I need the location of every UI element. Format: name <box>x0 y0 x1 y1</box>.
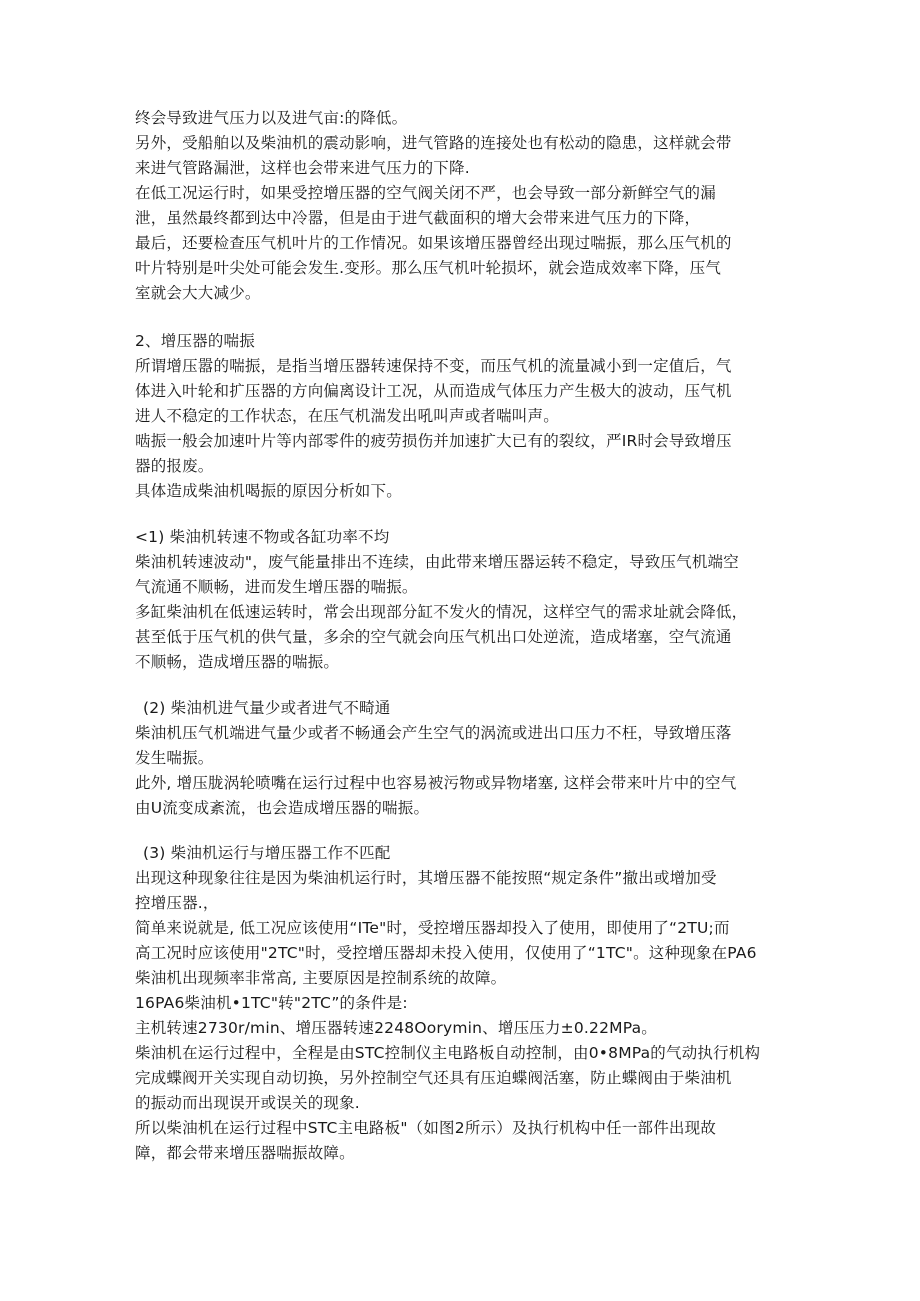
text-line: 多缸柴油机在低速运转时，常会出现部分缸不发火的情况，这样空气的需求址就会降低， <box>135 603 748 621</box>
text-line: 主机转速2730r/min、增压器转速2248Oorymin、增压压力±0.22MPa。 <box>135 1019 657 1037</box>
text-line: 室就会大大减少。 <box>135 284 261 302</box>
subsection-heading: (2) 柴油机进气量少或者进气不畸通 <box>143 699 391 717</box>
text-line: 甚至低于压气机的供气量，多余的空气就会向压气机出口处逆流，造成堵塞，空气流通 <box>135 628 732 646</box>
text-line: 体进入叶轮和扩压器的方向偏离设计工况，从而造成气体压力产生极大的波动，压气机 <box>135 382 732 400</box>
text-line: 不顺畅，造成增压器的喘振。 <box>135 653 340 671</box>
text-line: 发生喘振。 <box>135 749 214 767</box>
text-line: 在低工况运行时，如果受控增压器的空气阀关闭不严，也会导致一部分新鲜空气的漏 <box>135 184 716 202</box>
text-line: 完成蝶阀开关实现自动切换，另外控制空气还具有压迫蝶阀活塞，防止蝶阀由于柴油机 <box>135 1069 732 1087</box>
text-line: 所谓增压嚣的喘振，是指当增压器转速保持不变，而压气机的流量减小到一定值后，气 <box>135 357 732 375</box>
text-line: 出现这种现象往往是因为柴油机运行时，其增压器不能按照“规定条件”撤出或增加受 <box>135 869 717 887</box>
text-line: 啮振一般会加速叶片等内部零件的疲劳损伤并加速扩大已有的裂纹，严IR时会导致增压 <box>135 432 732 450</box>
subsection-heading: (3) 柴油机运行与增压器工作不匹配 <box>143 844 391 862</box>
text-line: 器的报废。 <box>135 457 214 475</box>
text-line: 16PA6柴油机•1TC"转"2TC”的条件是: <box>135 994 408 1012</box>
text-line: 简单来说就是, 低工况应该使用“ITe"时，受控增压器却投入了使用，即使用了“2TU;而 <box>135 919 730 937</box>
text-line: 气流通不顺畅，进而发生增压器的喘振。 <box>135 578 418 596</box>
text-line: 柴油机在运行过程中，全程是由STC控制仪主电路板自动控制，由0•8MPa的气动执行机构 <box>135 1044 761 1062</box>
text-line: 最后，还要检查压气机叶片的工作情况。如果该增压器曾经出现过喘振，那么压气机的 <box>135 234 732 252</box>
subsection-heading: <1) 柴油机转速不物或各缸功率不均 <box>135 528 390 546</box>
text-line: 柴油机压气机端进气量少或者不畅通会产生空气的涡流或进出口压力不枉，导致增压落 <box>135 724 732 742</box>
text-line: 柴油机转速波动"，废气能量排出不连续，由此带来增压器运转不稳定，导致压气机端空 <box>135 553 739 571</box>
text-line: 控增压器.， <box>135 894 219 912</box>
text-line: 来进气管路漏泄，这样也会带来进气压力的下降. <box>135 159 470 177</box>
text-line: 进人不稳定的工作状态，在压气机湍发出吼叫声或者喘叫声。 <box>135 407 559 425</box>
text-line: 由U流变成紊流，也会造成增压器的喘振。 <box>135 799 430 817</box>
text-line: 具体造成柴油机喝振的原因分析如下。 <box>135 482 402 500</box>
text-line: 另外，受船舶以及柴油机的震动影响，进气管路的连接处也有松动的隐患，这样就会带 <box>135 134 732 152</box>
text-line: 的振动而出现误开或误关的现象. <box>135 1094 360 1112</box>
section-heading: 2、增压器的喘振 <box>135 332 255 350</box>
text-line: 泄，虽然最终都到达中冷嚣，但是由于进气截面积的增大会带来进气压力的下降， <box>135 209 701 227</box>
text-line: 终会导致进气压力以及进气亩:的降低。 <box>135 109 408 127</box>
text-line: 叶片特别是叶尖处可能会发生.变形。那么压气机叶轮损坏，就会造成效率下降，压气 <box>135 259 722 277</box>
text-line: 障，都会带来增压器喘振故障。 <box>135 1144 355 1162</box>
text-line: 所以柴油机在运行过程中STC主电路板"（如图2所示）及执行机构中任一部件出现故 <box>135 1119 717 1137</box>
text-line: 此外, 增压胧涡轮喷嘴在运行过程中也容易被污物或异物堵塞, 这样会带来叶片中的空气 <box>135 774 737 792</box>
text-line: 柴油机出现频率非常高, 主要原因是控制系统的故障。 <box>135 969 507 987</box>
text-line: 高工况时应该使用"2TC"时，受控增压器却未投入使用，仅使用了“1TC"。这种现象在PA6 <box>135 944 757 962</box>
